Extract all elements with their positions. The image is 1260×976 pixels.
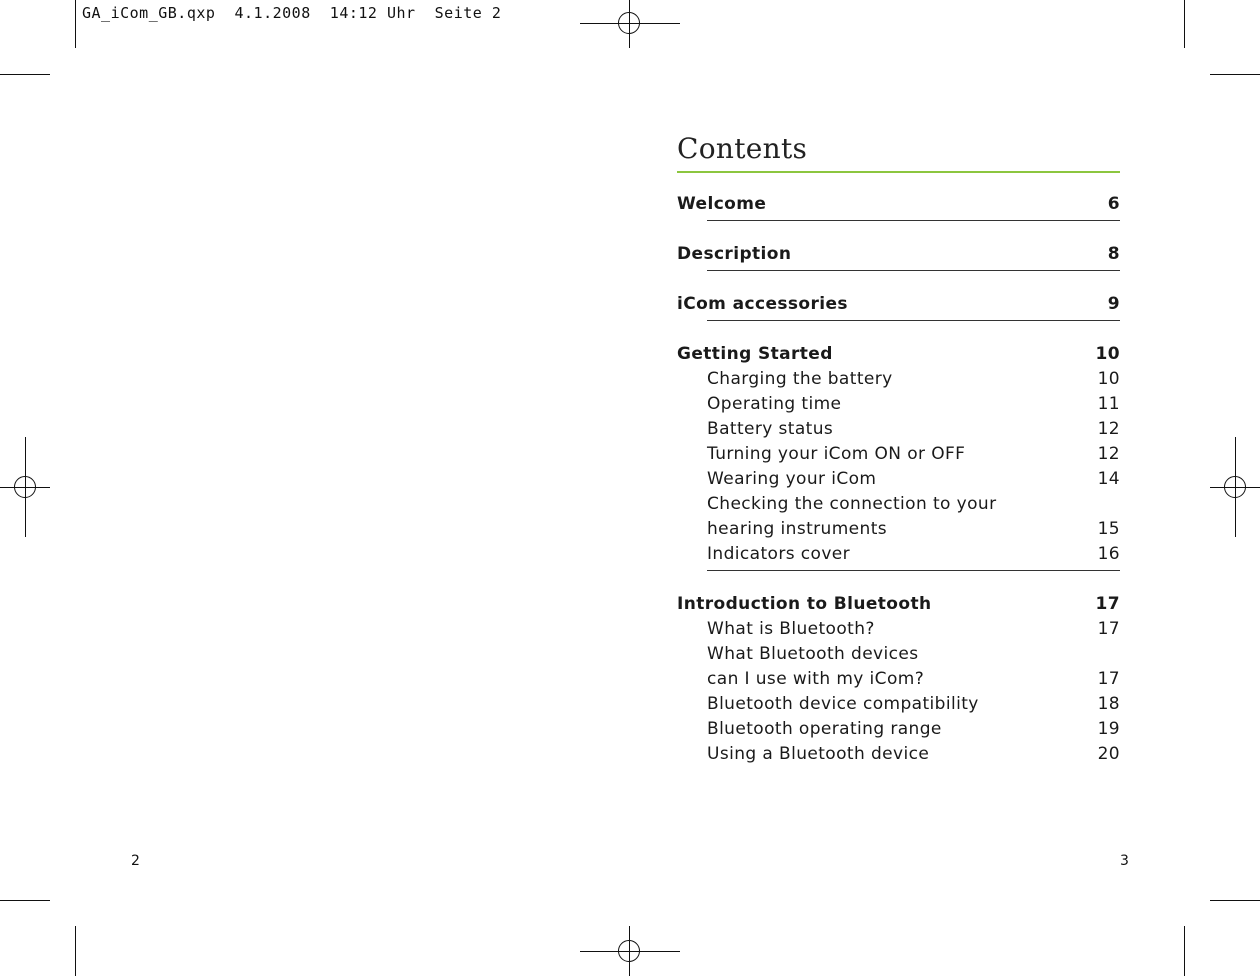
toc-subentry [677, 717, 1120, 742]
toc-entry-label: Bluetooth device compatibility [707, 694, 979, 714]
toc-page-number: 17 [1097, 669, 1120, 689]
toc-entry-welcome [677, 192, 1120, 217]
toc-entry-label: hearing instruments [707, 519, 888, 539]
toc-entry-label: can I use with my iCom? [707, 669, 925, 689]
toc-subentry [677, 492, 1120, 517]
toc-page-number: 9 [1107, 294, 1120, 314]
crop-mark [1210, 74, 1260, 75]
toc-subentry [677, 417, 1120, 442]
toc-subentry [677, 542, 1120, 567]
registration-mark-icon [618, 12, 640, 34]
toc-page-number: 17 [1097, 619, 1120, 639]
toc-page-number: 16 [1097, 544, 1120, 564]
toc-entry-label: iCom accessories [677, 294, 848, 314]
page-number-right: 3 [1120, 853, 1129, 869]
toc-page-number: 11 [1097, 394, 1120, 414]
registration-mark-icon [14, 476, 36, 498]
toc-entry-label: What Bluetooth devices [707, 644, 919, 664]
crop-mark [0, 74, 50, 75]
toc-entry-description [677, 242, 1120, 267]
toc-page-number: 19 [1097, 719, 1120, 739]
toc-page-number: 14 [1097, 469, 1120, 489]
toc-subentry [677, 517, 1120, 542]
crop-mark [1184, 0, 1185, 48]
toc-subentry [677, 742, 1120, 767]
toc-entry-label: Bluetooth operating range [707, 719, 942, 739]
toc-entry-label: Turning your iCom ON or OFF [707, 444, 966, 464]
toc-entry-label: Getting Started [677, 344, 833, 364]
toc-subentry [677, 617, 1120, 642]
title-underline [677, 171, 1120, 173]
crop-mark [1210, 900, 1260, 901]
toc-page-number: 17 [1095, 594, 1120, 614]
crop-mark [0, 900, 50, 901]
page-number-left: 2 [131, 853, 140, 869]
toc-subentry [677, 392, 1120, 417]
toc-page-number: 8 [1107, 244, 1120, 264]
toc-page-number: 20 [1097, 744, 1120, 764]
toc-entry-label: Charging the battery [707, 369, 893, 389]
toc-page-number: 6 [1107, 194, 1120, 214]
crop-mark [75, 926, 76, 976]
toc-subentry [677, 367, 1120, 392]
toc-subentry [677, 642, 1120, 667]
section-divider [707, 570, 1120, 571]
section-divider [707, 320, 1120, 321]
toc-entry-label: Using a Bluetooth device [707, 744, 930, 764]
toc-entry-accessories [677, 292, 1120, 317]
registration-mark-icon [618, 940, 640, 962]
registration-mark-icon [1224, 476, 1246, 498]
toc-subentry [677, 442, 1120, 467]
section-divider [707, 270, 1120, 271]
toc-entry-bluetooth [677, 592, 1120, 617]
toc-entry-label: Battery status [707, 419, 834, 439]
toc-page-number: 12 [1097, 419, 1120, 439]
toc-entry-label: Wearing your iCom [707, 469, 877, 489]
toc-entry-getting-started [677, 342, 1120, 367]
toc-subentry [677, 467, 1120, 492]
toc-page-number: 15 [1097, 519, 1120, 539]
print-slug: GA_iCom_GB.qxp 4.1.2008 14:12 Uhr Seite 2 [82, 4, 502, 22]
page-title: Contents [677, 132, 808, 165]
toc-entry-label: Introduction to Bluetooth [677, 594, 932, 614]
toc-page-number: 10 [1095, 344, 1120, 364]
toc-page-number: 12 [1097, 444, 1120, 464]
toc-entry-label: What is Bluetooth? [707, 619, 875, 639]
toc-subentry [677, 692, 1120, 717]
toc-entry-label: Description [677, 244, 792, 264]
toc-entry-label: Welcome [677, 194, 767, 214]
toc-entry-label: Indicators cover [707, 544, 851, 564]
toc-page-number: 18 [1097, 694, 1120, 714]
crop-mark [1184, 926, 1185, 976]
crop-mark [75, 0, 76, 48]
section-divider [707, 220, 1120, 221]
toc-subentry [677, 667, 1120, 692]
toc-page-number: 10 [1097, 369, 1120, 389]
toc-entry-label: Checking the connection to your [707, 494, 997, 514]
toc-entry-label: Operating time [707, 394, 842, 414]
